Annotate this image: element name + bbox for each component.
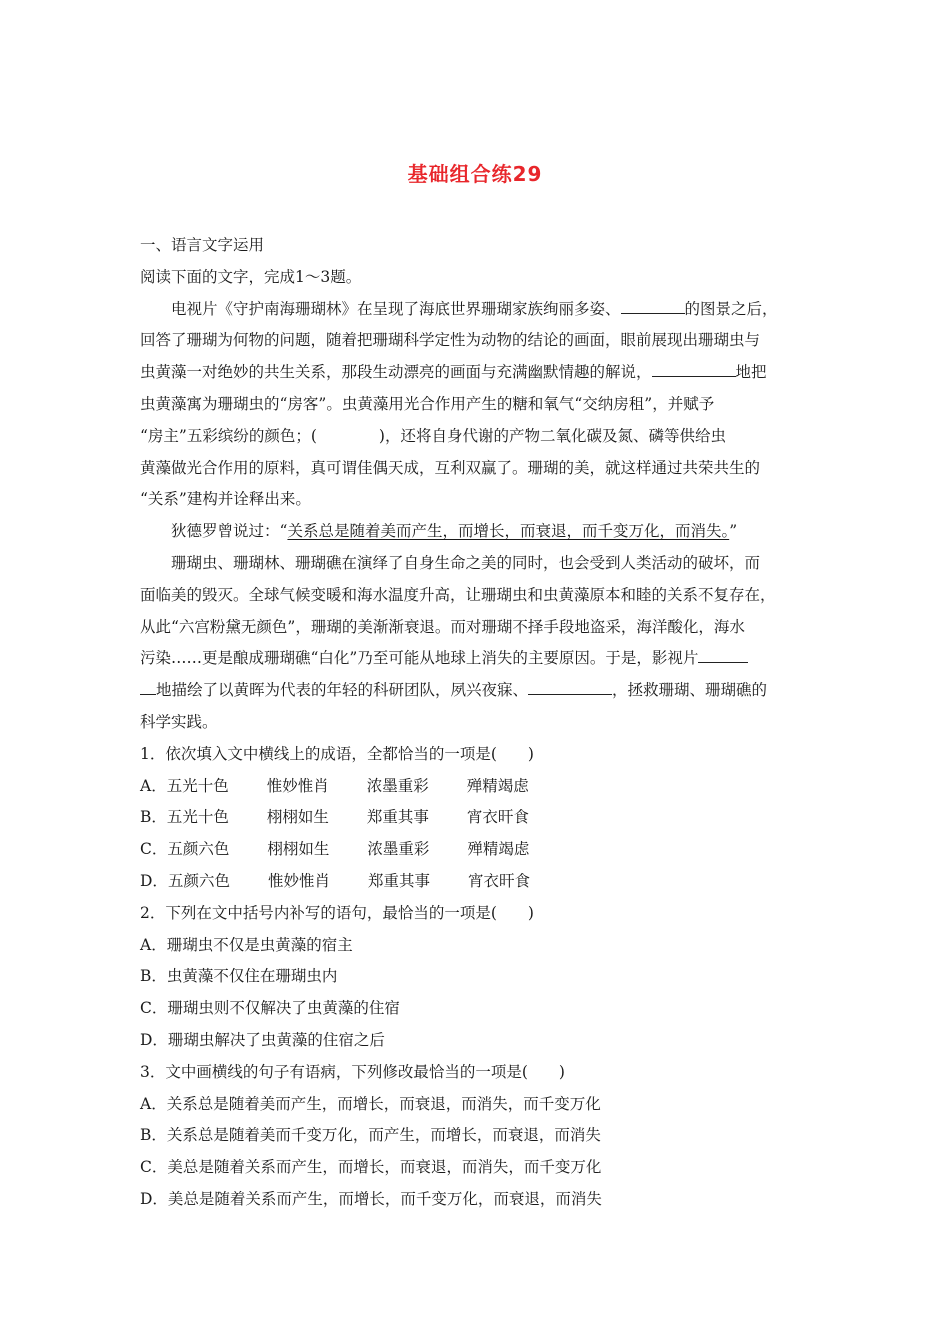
passage-line bbox=[140, 675, 810, 707]
answer-option[interactable] bbox=[140, 834, 810, 866]
passage-text: 地描绘了以黄晖为代表的年轻的科研团队，夙兴夜寐、 bbox=[156, 681, 529, 700]
page-title: 基础组合练29 bbox=[407, 162, 543, 186]
document-body bbox=[140, 230, 810, 1216]
passage-text: 电视片《守护南海珊瑚林》在呈现了海底世界珊瑚家族绚丽多姿、 bbox=[171, 299, 621, 318]
answer-option[interactable]: A．珊瑚虫不仅是虫黄藻的宿主 bbox=[140, 935, 353, 954]
passage-text: 的图景之后， bbox=[684, 299, 778, 318]
fill-blank bbox=[621, 295, 685, 314]
question-stem: 2．下列在文中括号内补写的语句，最恰当的一项是( ) bbox=[140, 903, 534, 922]
option-item: 宵衣旰食 bbox=[466, 808, 529, 827]
passage-line bbox=[140, 421, 810, 453]
answer-option[interactable] bbox=[140, 802, 810, 834]
option-item: 浓墨重彩 bbox=[367, 840, 430, 859]
passage-text: 污染……更是酿成珊瑚礁“白化”乃至可能从地球上消失的主要原因。于是，影视片 bbox=[140, 649, 699, 668]
passage-text: ” bbox=[729, 522, 738, 541]
passage-line: 珊瑚虫、珊瑚林、珊瑚礁在演绎了自身生命之美的同时，也会受到人类活动的破坏，而 bbox=[171, 553, 761, 572]
underlined-sentence: 关系总是随着美而产生，而增长，而衰退，而千变万化，而消失。 bbox=[287, 522, 730, 541]
passage-text: 地把 bbox=[735, 363, 767, 382]
answer-option[interactable]: B．关系总是随着美而千变万化，而产生，而增长，而衰退，而消失 bbox=[140, 1126, 601, 1145]
option-label: A． bbox=[140, 776, 167, 795]
option-item: 殚精竭虑 bbox=[467, 840, 530, 859]
fill-blank bbox=[528, 676, 612, 695]
option-label: D． bbox=[140, 871, 168, 890]
passage-line: 面临美的毁灭。全球气候变暖和海水温度升高，让珊瑚虫和虫黄藻原本和睦的关系不复存在， bbox=[140, 585, 776, 604]
option-item: 殚精竭虑 bbox=[466, 776, 529, 795]
question-stem: 3．文中画横线的句子有语病，下列修改最恰当的一项是( ) bbox=[140, 1062, 565, 1081]
passage-line: 虫黄藻寓为珊瑚虫的“房客”。虫黄藻用光合作用产生的糖和氧气“交纳房租”，并赋予 bbox=[140, 394, 715, 413]
passage-line: 黄藻做光合作用的原料，真可谓佳偶天成，互利双赢了。珊瑚的美，就这样通过共荣共生的 bbox=[140, 458, 761, 477]
passage-line bbox=[140, 357, 810, 389]
passage-line bbox=[140, 643, 810, 675]
passage-text: 虫黄藻一对绝妙的共生关系，那段生动漂亮的画面与充满幽默情趣的解说， bbox=[140, 363, 652, 382]
answer-option[interactable]: C．美总是随着关系而产生，而增长，而衰退，而消失，而千变万化 bbox=[140, 1158, 602, 1177]
option-item: 栩栩如生 bbox=[267, 840, 330, 859]
passage-line: 回答了珊瑚为何物的问题，随着把珊瑚科学定性为动物的结论的画面，眼前展现出珊瑚虫与 bbox=[140, 331, 761, 350]
passage-text: )，还将自身代谢的产物二氧化碳及氮、磷等供给虫 bbox=[378, 426, 726, 445]
answer-option[interactable] bbox=[140, 866, 810, 898]
option-item: 五颜六色 bbox=[167, 871, 230, 890]
answer-option[interactable]: D．美总是随着关系而产生，而增长，而千变万化，而衰退，而消失 bbox=[140, 1189, 602, 1208]
option-item: 五光十色 bbox=[166, 776, 229, 795]
passage-line: 科学实践。 bbox=[140, 712, 218, 731]
question-stem: 1．依次填入文中横线上的成语，全都恰当的一项是( ) bbox=[140, 744, 534, 763]
option-item: 栩栩如生 bbox=[266, 808, 329, 827]
answer-option[interactable] bbox=[140, 771, 810, 803]
fill-blank bbox=[698, 644, 748, 663]
passage-text: ，拯救珊瑚、珊瑚礁的 bbox=[612, 681, 768, 700]
passage-text: “房主”五彩缤纷的颜色；( bbox=[140, 426, 317, 445]
option-label: B． bbox=[140, 808, 167, 827]
passage-line: “关系”建构并诠释出来。 bbox=[140, 490, 311, 509]
fill-blank bbox=[140, 676, 156, 695]
fill-blank bbox=[652, 358, 736, 377]
answer-option[interactable]: A．关系总是随着美而产生，而增长，而衰退，而消失，而千变万化 bbox=[140, 1094, 601, 1113]
option-label: C． bbox=[140, 840, 168, 859]
quote-line bbox=[140, 516, 810, 548]
section-heading: 一、语言文字运用 bbox=[140, 236, 265, 254]
passage-line bbox=[140, 294, 810, 326]
option-item: 五光十色 bbox=[166, 808, 229, 827]
option-item: 郑重其事 bbox=[366, 808, 429, 827]
answer-option[interactable]: B．虫黄藻不仅住在珊瑚虫内 bbox=[140, 967, 338, 986]
passage-text: 狄德罗曾说过：“ bbox=[171, 522, 288, 541]
option-item: 浓墨重彩 bbox=[366, 776, 429, 795]
answer-option[interactable]: D．珊瑚虫解决了虫黄藻的住宿之后 bbox=[140, 1030, 385, 1049]
option-item: 惟妙惟肖 bbox=[267, 871, 330, 890]
option-item: 惟妙惟肖 bbox=[266, 776, 329, 795]
answer-option[interactable]: C．珊瑚虫则不仅解决了虫黄藻的住宿 bbox=[140, 999, 400, 1018]
instruction: 阅读下面的文字，完成1～3题。 bbox=[140, 267, 362, 286]
option-item: 五颜六色 bbox=[167, 840, 230, 859]
option-item: 郑重其事 bbox=[367, 871, 430, 890]
option-item: 宵衣旰食 bbox=[467, 871, 530, 890]
passage-line: 从此“六宫粉黛无颜色”，珊瑚的美渐渐衰退。而对珊瑚不择手段地盗采，海洋酸化，海水 bbox=[140, 617, 745, 636]
